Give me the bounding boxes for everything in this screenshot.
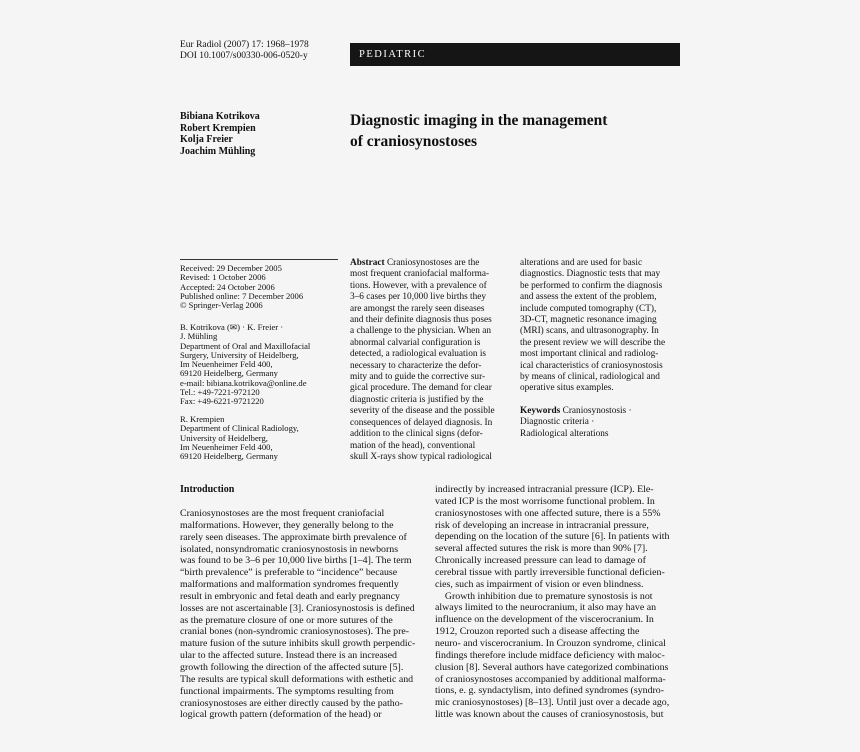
title-line: of craniosynostoses: [350, 133, 478, 150]
title-line: Diagnostic imaging in the management: [350, 112, 608, 129]
body-line: 1912, Crouzon reported such a disease affecting the: [435, 626, 640, 638]
affiliation-line: B. Kotrikova (✉) · K. Freier ·: [180, 322, 284, 332]
date-line: Published online: 7 December 2006: [180, 290, 304, 301]
author-name: Joachim Mühling: [180, 145, 256, 157]
abstract-line: abnormal calvarial configuration is: [350, 337, 481, 348]
body-line: growth following the direction of the affected suture [5].: [180, 661, 404, 673]
body-line: Growth inhibition due to premature synostosis is not: [435, 590, 653, 602]
body-line: malformations. However, they generally belong to the: [180, 519, 394, 531]
body-line: cies, such as impairment of vision or even blindness.: [435, 578, 644, 590]
affiliation-line: R. Krempien: [180, 414, 225, 424]
introduction-heading: Introduction: [180, 484, 235, 495]
abstract-line: skull X-rays show typical radiological: [350, 451, 493, 462]
body-line: vated ICP is the most worrisome functional problem. In: [435, 495, 655, 507]
fax-line: Fax: +49-6221-9721220: [180, 396, 264, 407]
body-line: result in embryonic and fetal death and early pregnancy: [180, 590, 400, 602]
body-line: Craniosynostoses are the most frequent craniofacial: [180, 508, 385, 519]
abstract-line: most frequent craniofacial malforma-: [350, 269, 490, 280]
body-line: Chronically increased pressure can lead to damage of: [435, 555, 646, 567]
body-line: “birth prevalence” is preferable to “incidence” because: [180, 567, 398, 579]
keywords-label: Keywords: [520, 405, 561, 416]
abstract-line: and their definite diagnosis thus poses: [350, 315, 492, 326]
abstract-line: a challenge to the physician. When an: [350, 326, 492, 337]
abstract-line: be performed to confirm the diagnosis: [520, 280, 663, 291]
body-line: ular to the affected suture. Instead there is an increased: [180, 650, 397, 662]
body-line: clusion [8]. Several authors have categorized combinations: [435, 661, 669, 673]
abstract-line: consequences of delayed diagnosis. In: [350, 417, 493, 428]
section-label: PEDIATRIC: [359, 49, 427, 60]
abstract-line: severity of the disease and the possible: [350, 406, 495, 417]
journal-citation: Eur Radiol (2007) 17: 1968–1978: [180, 40, 309, 50]
author-name: Bibiana Kotrikova: [180, 111, 260, 122]
abstract-line: include computed tomography (CT),: [520, 303, 657, 314]
phone-line: Tel.: +49-7221-972120: [180, 387, 260, 398]
abstract-line: (MRI) scans, and ultrasonography. In: [520, 326, 659, 337]
body-line: several affected sutures the risk is more than 90% [7].: [435, 543, 648, 555]
affiliation-line: Im Neuenheimer Feld 400,: [180, 359, 273, 370]
body-line: isolated, nonsyndromatic craniosynostosis in newborns: [180, 543, 399, 555]
abstract-line: detected, a radiological evaluation is: [350, 349, 487, 360]
abstract-label: Abstract: [350, 258, 385, 268]
body-line: craniosynostoses with one affected suture, there is a 55%: [435, 507, 661, 519]
date-line: Accepted: 24 October 2006: [180, 281, 275, 292]
body-line: functional impairments. The symptoms resulting from: [180, 685, 394, 697]
abstract-line: mity and to guide the corrective sur-: [350, 372, 486, 383]
abstract-line: necessary to characterize the defor-: [350, 360, 482, 371]
body-line: neuro- and viscerocranium. In Crouzon syndrome, clinical: [435, 637, 666, 649]
abstract-line: by means of clinical, radiological and: [520, 372, 660, 383]
body-line: mic craniosynostoses) [8–13]. Until just over a decade ago,: [435, 697, 670, 709]
body-line: as the premature closure of one or more sutures of the: [180, 614, 393, 626]
body-line: The results are typical skull deformations with esthetic and: [180, 673, 414, 685]
body-line: little was known about the causes of craniosynostosis, but: [435, 709, 664, 721]
copyright-line: © Springer-Verlag 2006: [180, 300, 263, 311]
abstract-line: mation of the head), conventional: [350, 440, 476, 451]
publication-dates: [180, 264, 345, 310]
date-line: Received: 29 December 2005: [180, 263, 282, 273]
affiliation-line: 69120 Heidelberg, Germany: [180, 451, 278, 462]
body-line: of craniosynostoses accompanied by additional malforma-: [435, 673, 666, 685]
body-line: craniosynostoses are either directly caused by the patho-: [180, 697, 403, 709]
abstract-line: tions. However, with a prevalence of: [350, 280, 487, 291]
abstract-line: diagnostics. Diagnostic tests that may: [520, 269, 661, 280]
body-line: logical growth pattern (deformation of the head) or: [180, 709, 382, 721]
body-line: malformations and malformation syndromes frequently: [180, 579, 399, 591]
doi-line: DOI 10.1007/s00330-006-0520-y: [180, 51, 308, 61]
journal-reference: [180, 40, 309, 62]
body-line: cerebral tissue with partly irreversible functional deficien-: [435, 566, 665, 578]
author-name: Robert Krempien: [180, 122, 256, 134]
second-affiliation: [180, 415, 345, 461]
body-line: tions, e. g. syndactylism, into defined syndromes (syndro-: [435, 685, 665, 697]
abstract-line: operative situs examples.: [520, 383, 614, 394]
keyword-line: Diagnostic criteria ·: [520, 417, 595, 428]
author-list: [180, 111, 260, 157]
abstract-line: are amongst the rarely seen diseases: [350, 303, 485, 314]
article-title: [350, 110, 670, 152]
affiliation-line: University of Heidelberg,: [180, 432, 268, 443]
body-line: losses are not ascertainable [3]. Craniosynostosis is defined: [180, 602, 415, 614]
abstract-line: diagnostic criteria is justified by the: [350, 394, 484, 405]
abstract-line: addition to the clinical signs (defor-: [350, 429, 483, 440]
keyword-line: Craniosynostosis ·: [562, 405, 632, 416]
body-line: risk of developing an increase in intracranial pressure,: [435, 519, 649, 531]
body-line: indirectly by increased intracranial pressure (ICP). Ele-: [435, 484, 654, 495]
body-line: cranial bones (non-syndromic craniosynostoses). The pre-: [180, 626, 410, 638]
abstract-line: the present review we will describe the: [520, 337, 666, 348]
abstract-line: alterations and are used for basic: [520, 258, 643, 268]
abstract-column-1: [350, 258, 495, 463]
introduction-column-1: [180, 508, 415, 721]
section-banner: [350, 43, 680, 66]
abstract-column-2: [520, 258, 665, 440]
abstract-line: 3D-CT, magnetic resonance imaging: [520, 315, 657, 326]
body-line: was found to be 3–6 per 10,000 live births [1–4]. The term: [180, 555, 412, 567]
affiliation-line: Department of Oral and Maxillofacial: [180, 340, 311, 351]
author-name: Kolja Freier: [180, 134, 233, 145]
body-line: always limited to the neurocranium, it also may have an: [435, 602, 657, 614]
body-line: depending on the location of the suture [6]. In patients with: [435, 531, 670, 543]
affiliation-line: Surgery, University of Heidelberg,: [180, 349, 299, 360]
body-line: findings therefore include midface deficiency with maloc-: [435, 649, 665, 661]
abstract-line: and assess the extent of the problem,: [520, 292, 657, 303]
metadata-divider: [180, 259, 338, 260]
date-line: Revised: 1 October 2006: [180, 272, 266, 283]
affiliation-line: Im Neuenheimer Feld 400,: [180, 441, 273, 452]
affiliation-line: 69120 Heidelberg, Germany: [180, 368, 278, 379]
abstract-line: most important clinical and radiolog-: [520, 349, 659, 360]
body-line: mature fusion of the suture inhibits skull growth perpendic-: [180, 638, 416, 650]
abstract-line: ical characteristics of craniosynostosis: [520, 360, 663, 371]
body-line: rarely seen diseases. The approximate birth prevalence of: [180, 531, 407, 543]
body-line: influence on the development of the viscerocranium. In: [435, 614, 654, 626]
keyword-line: Radiological alterations: [520, 428, 609, 439]
email-line: e-mail: bibiana.kotrikova@online.de: [180, 377, 307, 388]
corresponding-affiliation: [180, 323, 345, 407]
affiliation-line: J. Mühling: [180, 331, 218, 342]
affiliation-line: Department of Clinical Radiology,: [180, 423, 299, 434]
abstract-line: Craniosynostoses are the: [386, 258, 480, 268]
abstract-line: gical procedure. The demand for clear: [350, 383, 492, 394]
abstract-line: 3–6 cases per 10,000 live births they: [350, 292, 487, 303]
introduction-column-2: [435, 484, 669, 721]
